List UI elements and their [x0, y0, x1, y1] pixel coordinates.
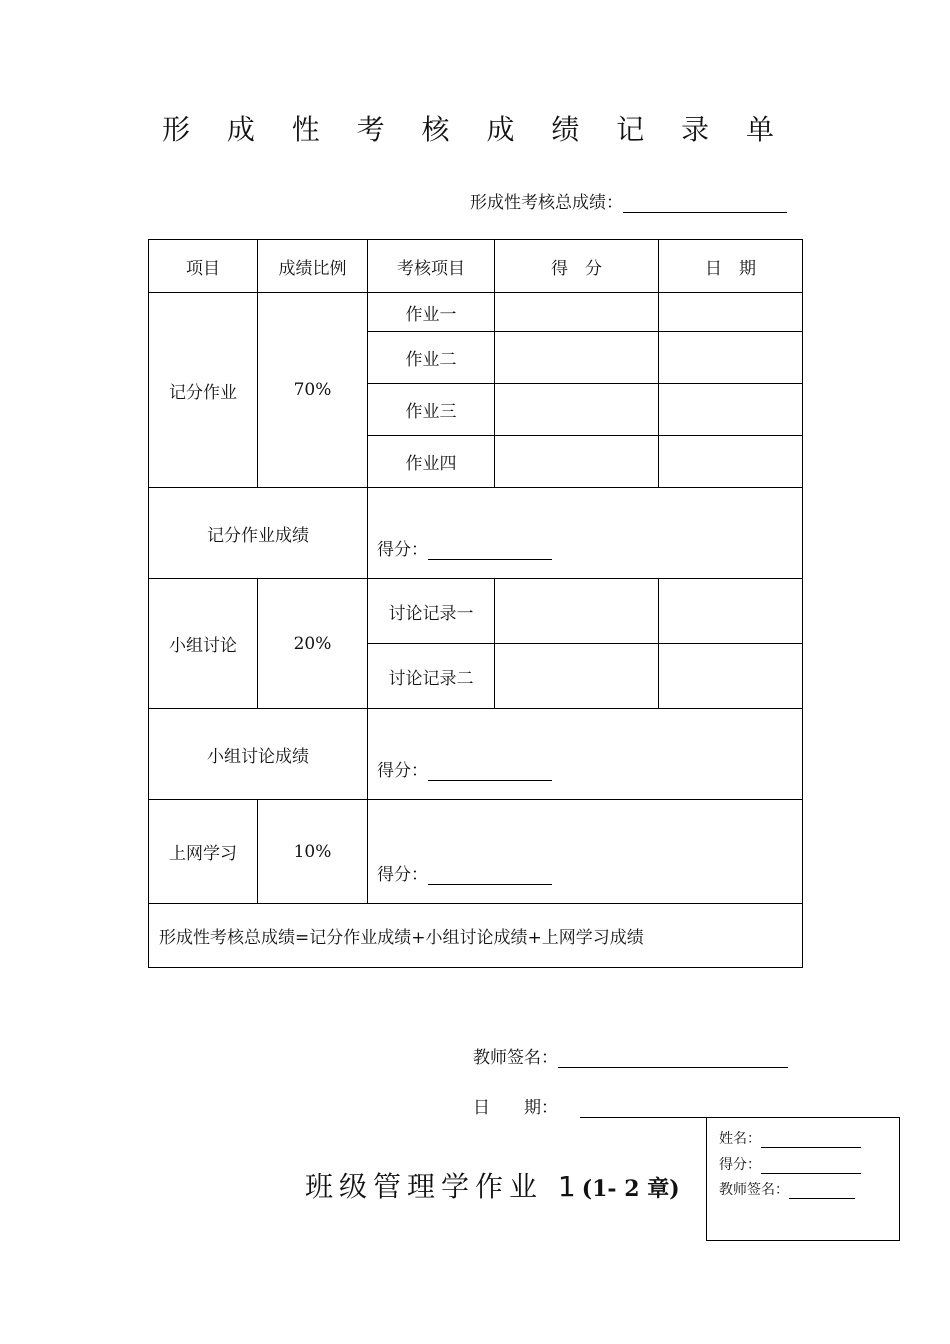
- header-item: 考核项目: [368, 240, 495, 293]
- discussion-total-label: 小组讨论成绩: [149, 709, 368, 800]
- table-row: [149, 293, 803, 332]
- header-date: 日 期: [659, 240, 803, 293]
- grading-name-row: [719, 1128, 861, 1148]
- score-label: 得分：: [377, 865, 428, 885]
- homework-item: 作业三: [368, 384, 495, 436]
- header-ratio: 成绩比例: [258, 240, 368, 293]
- discussion-total-score: [368, 709, 803, 800]
- assignment-title-sub: (1- 2 章): [581, 1176, 680, 1202]
- grading-teacher-field[interactable]: [789, 1184, 855, 1199]
- score-cell[interactable]: [495, 644, 659, 709]
- discussion-item: 讨论记录一: [368, 579, 495, 644]
- online-name: 上网学习: [149, 800, 258, 904]
- online-score: [368, 800, 803, 904]
- date-field[interactable]: [580, 1097, 809, 1118]
- homework-ratio: 70%: [258, 293, 368, 488]
- homework-total-score: [368, 488, 803, 579]
- homework-item: 作业一: [368, 293, 495, 332]
- discussion-item: 讨论记录二: [368, 644, 495, 709]
- grading-box: [706, 1117, 900, 1241]
- homework-item: 作业二: [368, 332, 495, 384]
- score-label: 得分：: [377, 761, 428, 781]
- online-ratio: 10%: [258, 800, 368, 904]
- total-score-line: [470, 188, 787, 213]
- page-title: 形 成 性 考 核 成 绩 记 录 单: [161, 113, 789, 146]
- teacher-signature-line: [473, 1043, 788, 1068]
- table-row: [149, 709, 803, 800]
- total-score-label: 形成性考核总成绩：: [470, 193, 623, 213]
- grading-score-label: 得分：: [719, 1157, 761, 1173]
- score-cell[interactable]: [495, 293, 659, 332]
- teacher-signature-label: 教师签名：: [473, 1048, 558, 1068]
- teacher-signature-field[interactable]: [558, 1047, 788, 1068]
- date-cell[interactable]: [659, 332, 803, 384]
- date-cell[interactable]: [659, 644, 803, 709]
- date-label: 日 期：: [473, 1098, 558, 1118]
- grading-name-label: 姓名：: [719, 1131, 761, 1147]
- score-cell[interactable]: [495, 384, 659, 436]
- discussion-name: 小组讨论: [149, 579, 258, 709]
- score-field[interactable]: [428, 864, 552, 885]
- header-score: 得 分: [495, 240, 659, 293]
- table-header-row: [149, 240, 803, 293]
- homework-name: 记分作业: [149, 293, 258, 488]
- date-cell[interactable]: [659, 436, 803, 488]
- grading-teacher-label: 教师签名：: [719, 1182, 789, 1198]
- homework-total-label: 记分作业成绩: [149, 488, 368, 579]
- homework-item: 作业四: [368, 436, 495, 488]
- date-cell[interactable]: [659, 579, 803, 644]
- table-row: [149, 579, 803, 644]
- score-cell[interactable]: [495, 436, 659, 488]
- score-field[interactable]: [428, 760, 552, 781]
- date-cell[interactable]: [659, 293, 803, 332]
- date-line: [473, 1093, 809, 1118]
- score-table: [148, 239, 803, 968]
- discussion-ratio: 20%: [258, 579, 368, 709]
- grading-score-row: [719, 1154, 861, 1174]
- score-label: 得分：: [377, 540, 428, 560]
- grading-name-field[interactable]: [761, 1133, 861, 1148]
- table-row: [149, 488, 803, 579]
- score-cell[interactable]: [495, 332, 659, 384]
- formula-text: 形成性考核总成绩=记分作业成绩+小组讨论成绩+上网学习成绩: [149, 904, 803, 968]
- grading-teacher-row: [719, 1179, 855, 1199]
- date-cell[interactable]: [659, 384, 803, 436]
- table-row: [149, 800, 803, 904]
- score-field[interactable]: [428, 539, 552, 560]
- grading-score-field[interactable]: [761, 1159, 861, 1174]
- table-row: [149, 904, 803, 968]
- header-project: 项目: [149, 240, 258, 293]
- score-cell[interactable]: [495, 579, 659, 644]
- assignment-title-main: 班级管理学作业 1: [305, 1170, 582, 1203]
- assignment-title: [305, 1165, 680, 1205]
- total-score-field[interactable]: [623, 192, 787, 213]
